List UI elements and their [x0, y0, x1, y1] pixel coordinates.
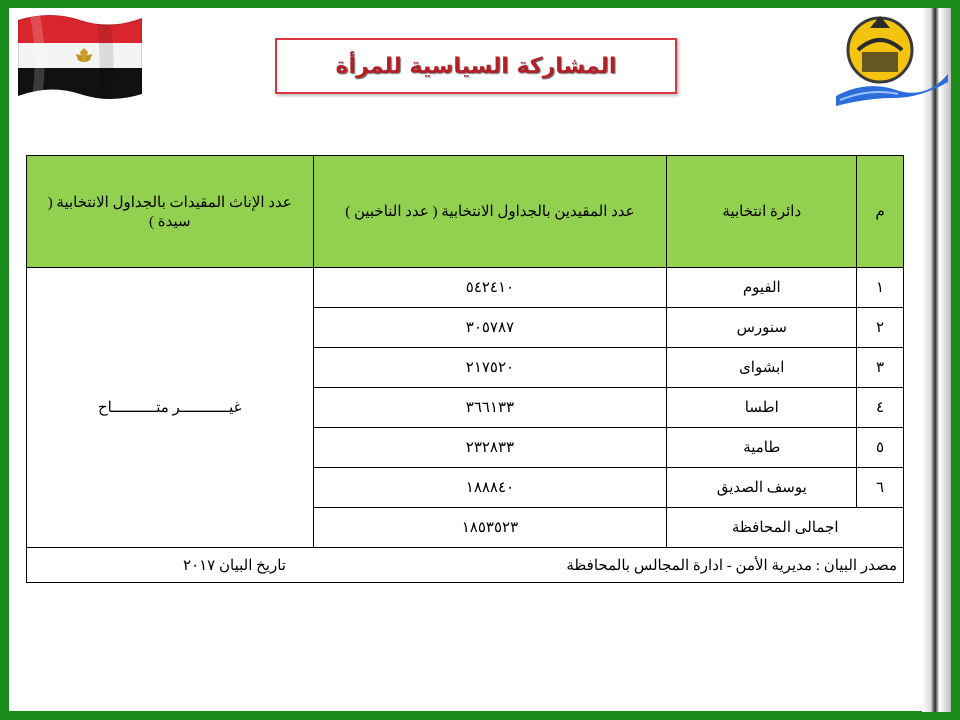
decorative-side-strip — [922, 8, 951, 712]
header-registered: عدد المقيدين بالجداول الانتخابية ( عدد الناخبين ) — [313, 156, 667, 268]
header-women: عدد الإناث المقيدات بالجداول الانتخابية ( سيدة ) — [27, 156, 314, 268]
data-source: مصدر البيان : مديرية الأمن - ادارة المجالس بالمحافظة — [566, 557, 897, 574]
row-registered: ٢١٧٥٢٠ — [313, 348, 667, 388]
row-district: يوسف الصديق — [667, 468, 857, 508]
row-district: اطسا — [667, 388, 857, 428]
row-district: ابشواى — [667, 348, 857, 388]
row-index: ٦ — [857, 468, 904, 508]
row-registered: ٥٤٢٤١٠ — [313, 268, 667, 308]
row-registered: ٣٠٥٧٨٧ — [313, 308, 667, 348]
row-registered: ٢٣٢٨٣٣ — [313, 428, 667, 468]
fayoum-governorate-logo-icon — [836, 10, 948, 110]
table-header-row — [27, 156, 904, 268]
row-index: ٢ — [857, 308, 904, 348]
table-footer — [27, 548, 904, 583]
row-index: ١ — [857, 268, 904, 308]
voters-table — [26, 155, 904, 583]
data-date: تاريخ البيان ٢٠١٧ — [183, 557, 286, 574]
row-registered: ١٨٨٨٤٠ — [313, 468, 667, 508]
table-footer-row — [27, 548, 904, 583]
egypt-flag-icon — [14, 10, 146, 104]
header-index: م — [857, 156, 904, 268]
slide-title: المشاركة السياسية للمرأة — [335, 53, 617, 79]
women-not-available: غيـــــــــــر متــــــــــاح — [27, 268, 314, 548]
row-index: ٣ — [857, 348, 904, 388]
row-district: الفيوم — [667, 268, 857, 308]
row-district: سنورس — [667, 308, 857, 348]
row-index: ٥ — [857, 428, 904, 468]
row-index: ٤ — [857, 388, 904, 428]
header-district: دائرة انتخابية — [667, 156, 857, 268]
total-label: اجمالى المحافظة — [667, 508, 904, 548]
row-registered: ٣٦٦١٣٣ — [313, 388, 667, 428]
total-registered: ١٨٥٣٥٢٣ — [313, 508, 667, 548]
table-row — [27, 268, 904, 308]
row-district: طامية — [667, 428, 857, 468]
slide-title-box — [275, 38, 677, 94]
